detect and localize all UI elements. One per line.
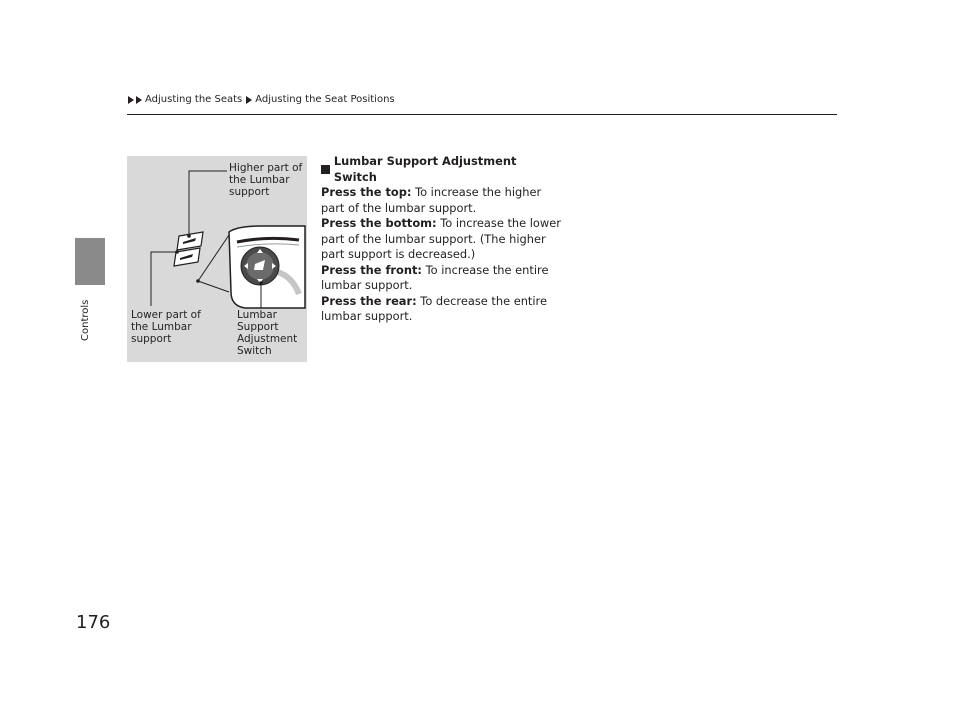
instruction-term: Press the bottom: <box>321 216 437 230</box>
instruction-term: Press the front: <box>321 262 422 277</box>
breadcrumb-arrow-icon <box>128 96 134 104</box>
side-tab-label: Controls <box>80 299 91 341</box>
lumbar-section <box>321 154 561 325</box>
breadcrumb-section: Adjusting the Seats <box>145 94 243 105</box>
section-heading-text: Lumbar Support Adjustment Switch <box>333 154 517 184</box>
breadcrumb-arrow-icon <box>136 96 142 104</box>
callout-lumbar-switch: Lumbar Support Adjustment Switch <box>237 309 298 357</box>
instruction-term: Press the top: <box>321 185 412 199</box>
breadcrumb-arrow-icon <box>246 96 252 104</box>
instruction-text: To decrease the entire lumbar support. <box>321 293 548 323</box>
instruction-term: Press the rear: <box>321 293 417 308</box>
side-tab-marker <box>75 238 105 285</box>
instruction-text: To increase the entire lumbar support. <box>321 262 549 292</box>
instruction-text: To increase the higher part of the lumbar support. <box>321 185 542 215</box>
lumbar-switch-illustration <box>127 156 307 362</box>
callout-lower-part: Lower part of the Lumbar support <box>131 309 201 345</box>
instruction-item <box>321 185 561 216</box>
instruction-item <box>321 216 561 263</box>
instruction-item <box>321 294 561 325</box>
callout-higher-part: Higher part of the Lumbar support <box>229 162 303 198</box>
square-bullet-icon <box>321 165 330 174</box>
instruction-text: To increase the lower part of the lumbar support. (The higher part support is decreased.) <box>321 216 561 261</box>
header-rule <box>127 114 837 115</box>
instruction-item <box>321 263 561 294</box>
page-number: 176 <box>76 612 111 633</box>
breadcrumb <box>128 94 399 105</box>
breadcrumb-subsection: Adjusting the Seat Positions <box>255 94 395 105</box>
section-heading <box>321 154 561 185</box>
